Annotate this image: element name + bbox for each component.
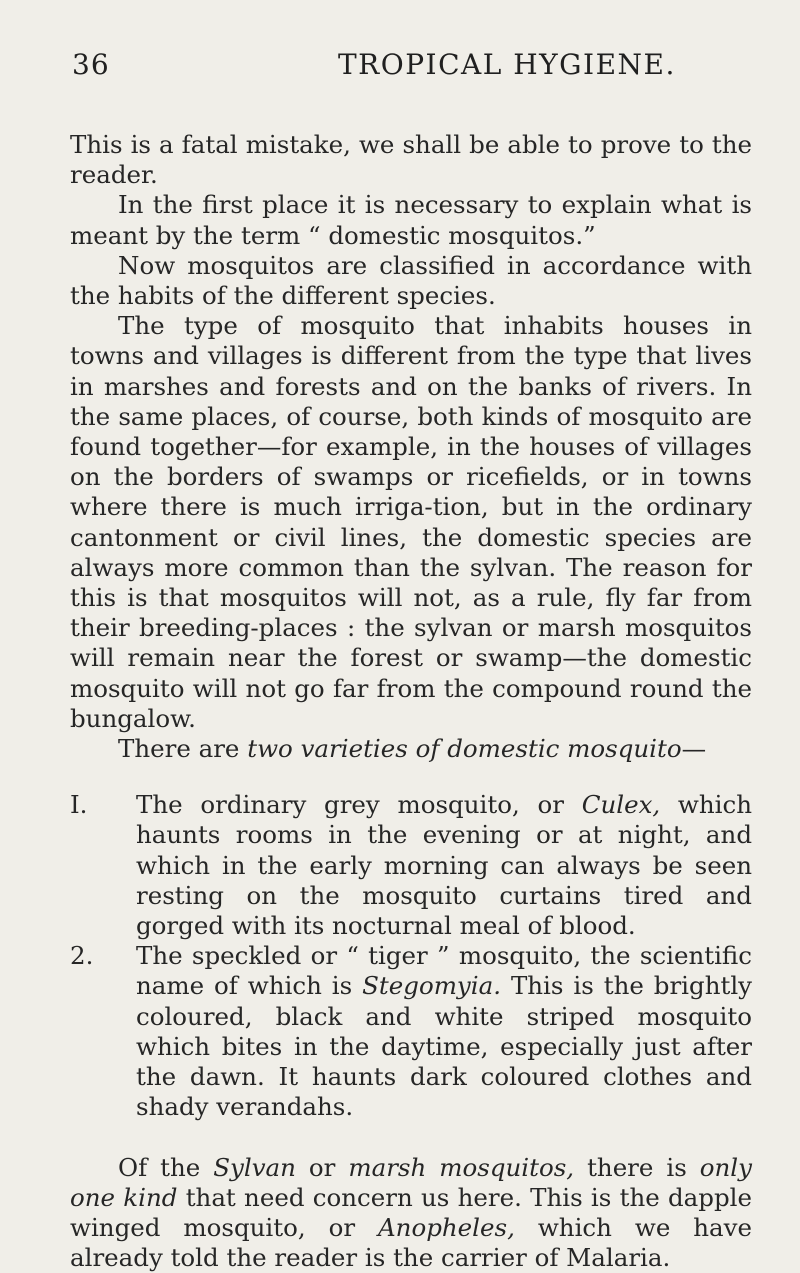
page-number: 36 <box>72 48 110 81</box>
final-emphasis-3: only one kind <box>70 1153 752 1212</box>
paragraph-4: The type of mosquito that inhabits houses in towns and villages is different from the type that lives in marshes and forests and on the banks of rivers. In the same places, of course, both kinds of mosquito are found together—for example, in the houses of villages on the borders of swamps or ricefields, or in towns where there is much irriga-tion, but in the ordinary cantonment or civil lines, the domestic species are always more common than the sylvan. The reason for this is that mosquitos will not, as a rule, fly far from their breeding-places : the sylvan or marsh mosquitos will remain near the forest or swamp—the domestic mosquito will not go far from the compound round the bungalow. <box>70 311 752 734</box>
varieties-list <box>70 790 752 1122</box>
final-text-1: Of the <box>118 1153 213 1182</box>
list-item <box>70 941 752 1122</box>
list-marker: 2. <box>70 941 110 971</box>
paragraph-3: Now mosquitos are classified in accordance with the habits of the different species. <box>70 251 752 311</box>
list-item <box>70 790 752 941</box>
body-text <box>70 130 752 1273</box>
final-paragraph <box>70 1153 752 1273</box>
list-item-text-continued: which haunts rooms in the evening or at night, and which in the early morning can always be seen resting on the mosquito curtains tired and gorged with its nocturnal meal of blood. <box>136 790 752 940</box>
final-text-5: which we have already told the reader is the carrier of Malaria. <box>70 1213 752 1272</box>
paragraph-5-dash: — <box>682 734 707 763</box>
final-emphasis-2: marsh mosquitos, <box>348 1153 574 1182</box>
paragraph-5-emphasis: two varieties of domestic mosquito <box>247 734 681 763</box>
list-item-emphasis: Culex, <box>582 790 660 819</box>
final-text-3: there is <box>574 1153 700 1182</box>
running-head: TROPICAL HYGIENE. <box>338 48 676 81</box>
paragraph-2: In the first place it is necessary to explain what is meant by the term “ domestic mosquitos.” <box>70 190 752 250</box>
paragraph-5 <box>70 734 752 764</box>
final-emphasis-1: Sylvan <box>213 1153 296 1182</box>
list-marker: I. <box>70 790 110 820</box>
list-item-text: The ordinary grey mosquito, or <box>136 790 582 819</box>
page-header <box>72 48 752 88</box>
final-text-4: that need concern us here. This is the dapple winged mosquito, or <box>70 1183 752 1242</box>
paragraph-1: This is a fatal mistake, we shall be able to prove to the reader. <box>70 130 752 190</box>
final-emphasis-4: Anopheles, <box>378 1213 515 1242</box>
paragraph-5-text: There are <box>118 734 247 763</box>
list-item-text: The speckled or “ tiger ” mosquito, the scientific name of which is <box>136 941 752 1000</box>
list-item-emphasis: Stegomyia. <box>362 971 501 1000</box>
list-item-text-continued: This is the brightly coloured, black and white striped mosquito which bites in the daytime, especially just after the dawn. It haunts dark coloured clothes and shady verandahs. <box>136 971 752 1121</box>
final-text-2: or <box>296 1153 348 1182</box>
